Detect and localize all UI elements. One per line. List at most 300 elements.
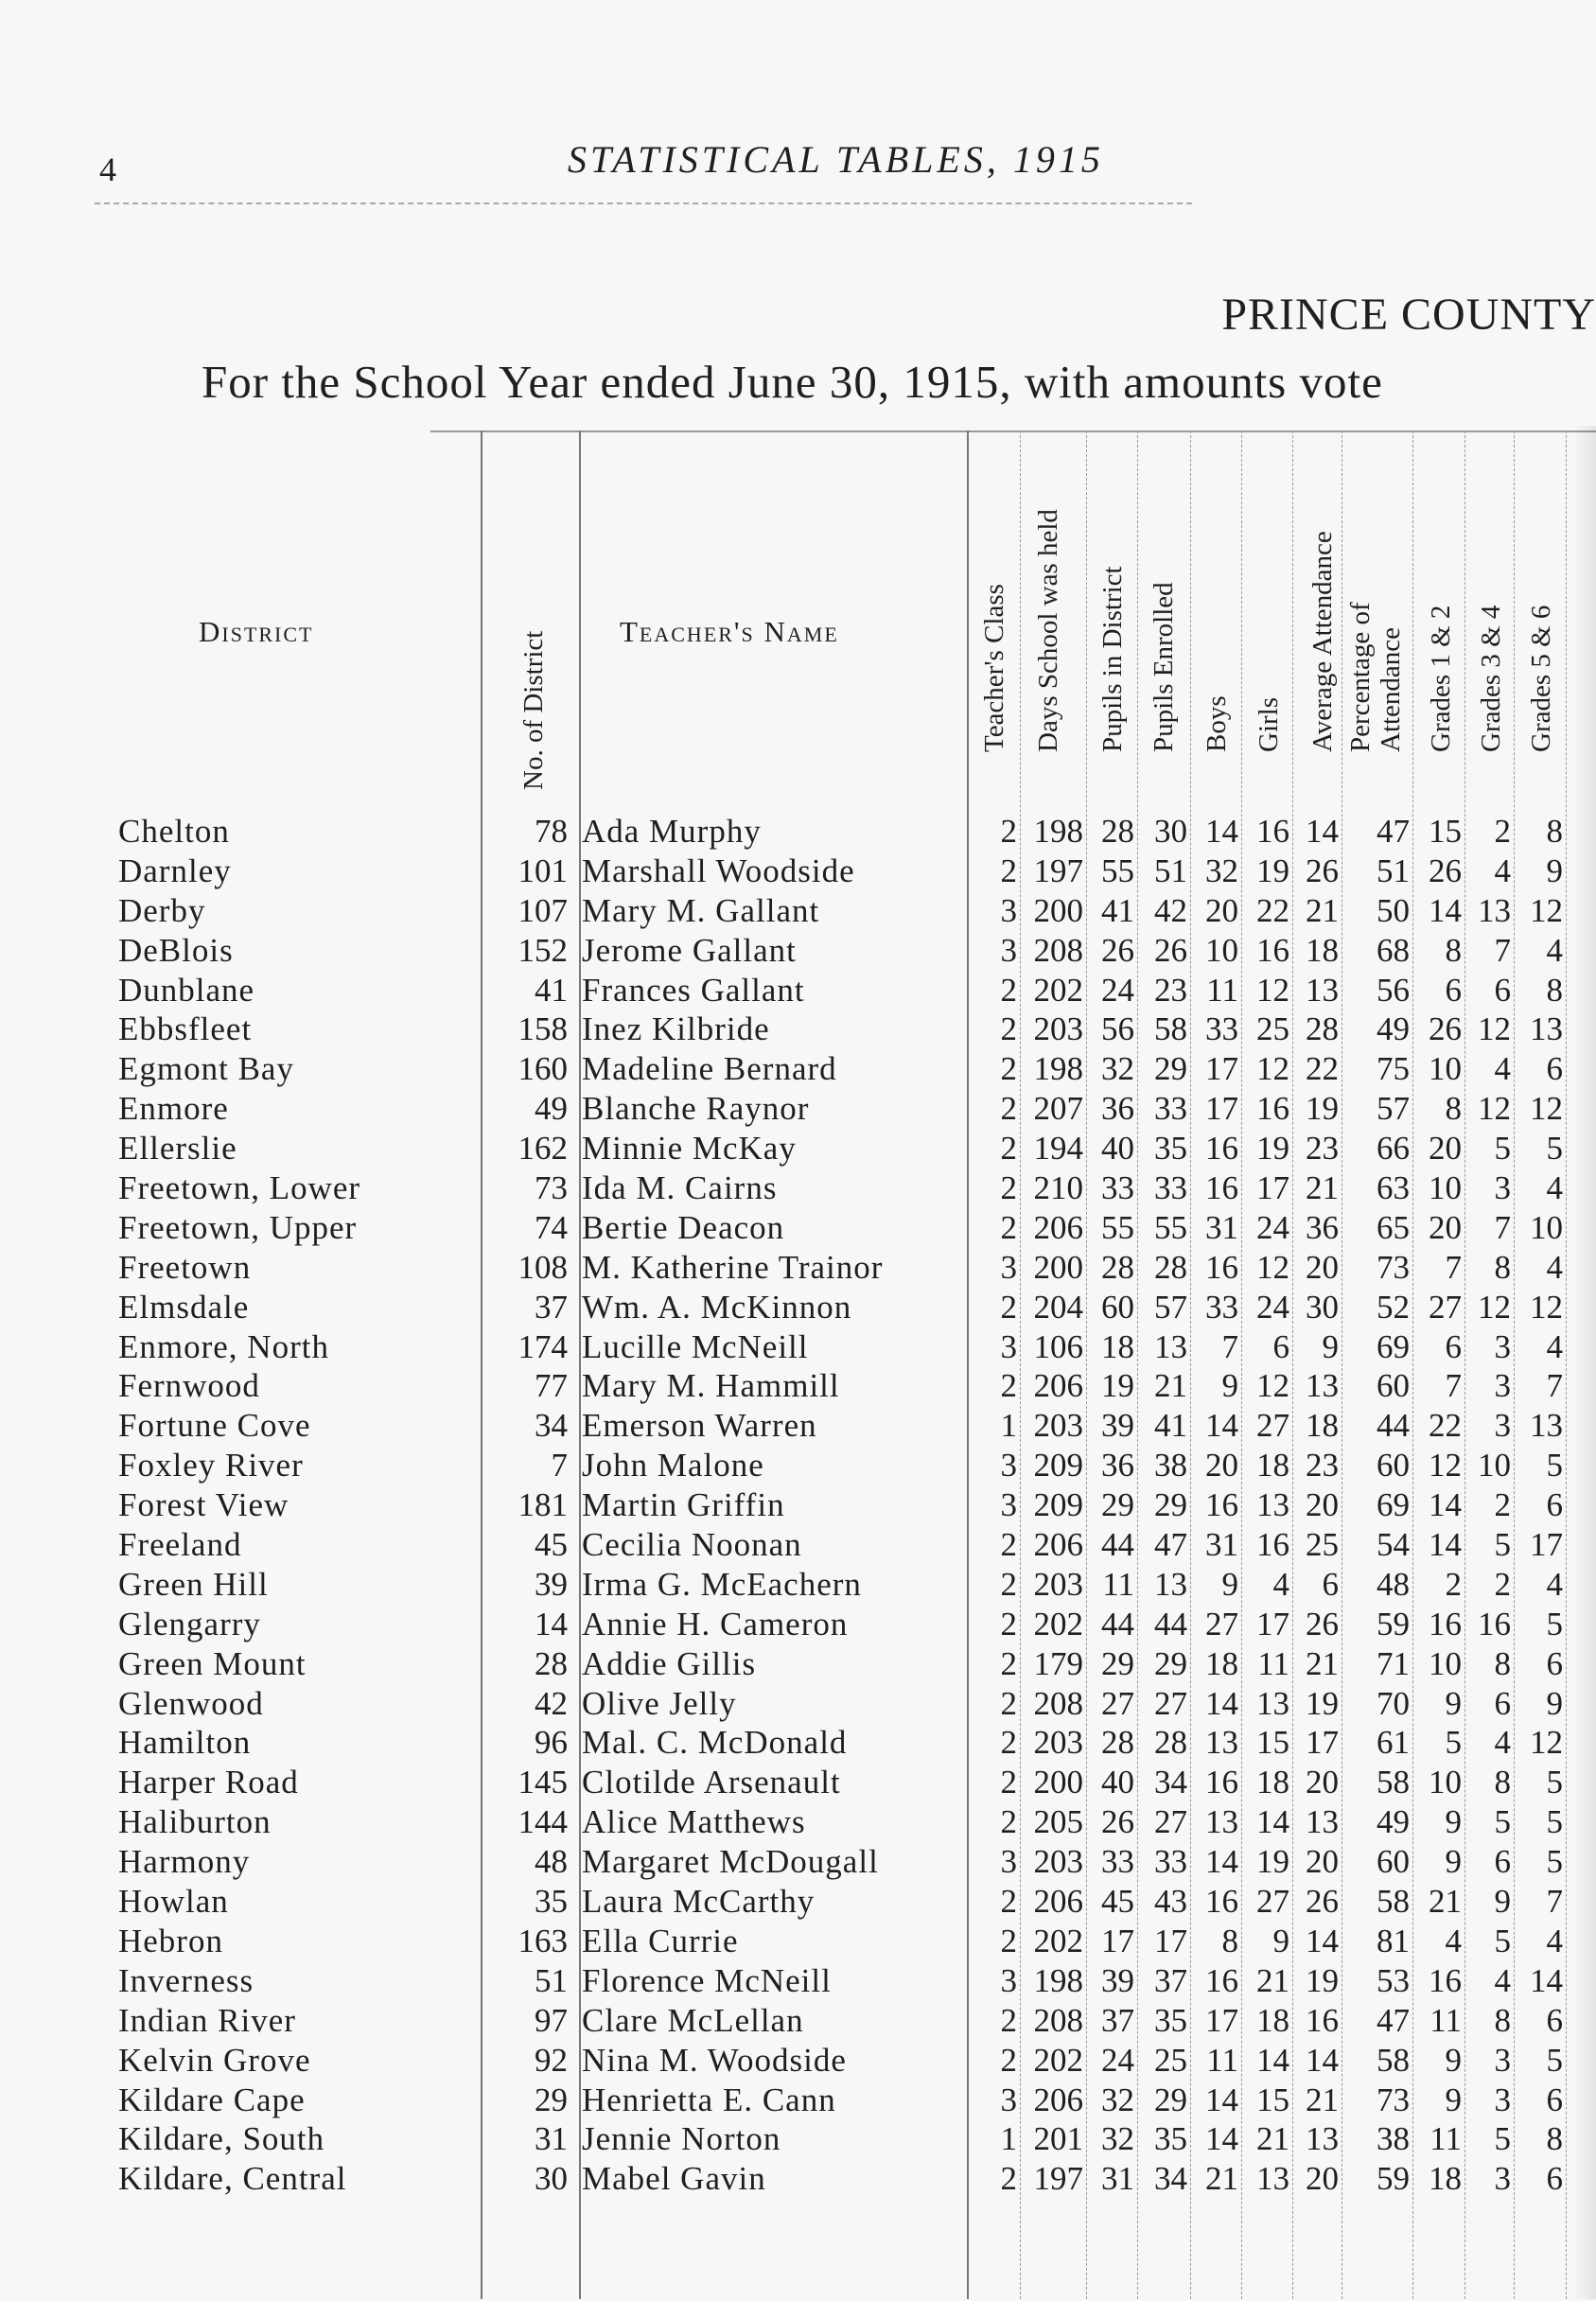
cell-teacher-class: 2 bbox=[1000, 1644, 1017, 1682]
cell-teacher-class: 2 bbox=[1000, 1130, 1017, 1168]
cell-girls: 12 bbox=[1256, 1050, 1289, 1088]
cell-teacher-name: Mal. C. McDonald bbox=[582, 1724, 848, 1762]
cell-girls: 16 bbox=[1256, 1090, 1289, 1128]
cell-pupils-in-district: 44 bbox=[1101, 1605, 1134, 1642]
cell-district: Hamilton bbox=[118, 1724, 252, 1762]
cell-grades-5-6: 5 bbox=[1546, 1130, 1563, 1168]
cell-percentage: 75 bbox=[1377, 1050, 1410, 1088]
cell-days-held: 202 bbox=[1033, 971, 1083, 1009]
cell-teacher-class: 2 bbox=[1000, 1526, 1017, 1564]
cell-grades-3-4: 8 bbox=[1494, 2001, 1511, 2039]
cell-average-attendance: 26 bbox=[1306, 1605, 1339, 1642]
cell-boys: 33 bbox=[1205, 1288, 1238, 1326]
cell-girls: 18 bbox=[1256, 2001, 1289, 2039]
cell-district-number: 160 bbox=[517, 1050, 568, 1088]
cell-grades-3-4: 3 bbox=[1494, 2041, 1511, 2079]
cell-teacher-name: Nina M. Woodside bbox=[582, 2041, 847, 2079]
cell-girls: 27 bbox=[1256, 1407, 1289, 1445]
cell-grades-1-2: 22 bbox=[1429, 1407, 1462, 1445]
cell-average-attendance: 20 bbox=[1306, 2160, 1339, 2198]
cell-teacher-name: Florence McNeill bbox=[582, 1961, 832, 1999]
cell-average-attendance: 28 bbox=[1306, 1010, 1339, 1048]
cell-pupils-enrolled: 28 bbox=[1154, 1248, 1187, 1286]
cell-grades-5-6: 17 bbox=[1530, 1526, 1563, 1564]
cell-district-number: 92 bbox=[535, 2041, 568, 2079]
cell-pupils-in-district: 39 bbox=[1101, 1961, 1134, 1999]
cell-boys: 8 bbox=[1221, 1922, 1238, 1959]
cell-teacher-class: 3 bbox=[1000, 1961, 1017, 1999]
cell-district-number: 7 bbox=[551, 1447, 568, 1484]
cell-percentage: 66 bbox=[1377, 1130, 1410, 1168]
cell-grades-3-4: 3 bbox=[1494, 1407, 1511, 1445]
cell-girls: 21 bbox=[1256, 2120, 1289, 2158]
cell-percentage: 73 bbox=[1377, 2081, 1410, 2118]
column-header-grades-3-4: Grades 3 & 4 bbox=[1476, 605, 1506, 752]
cell-district: Harmony bbox=[118, 1843, 251, 1881]
cell-grades-3-4: 3 bbox=[1494, 1327, 1511, 1365]
table-row bbox=[0, 1802, 1596, 1842]
table-row bbox=[0, 971, 1596, 1010]
cell-grades-5-6: 12 bbox=[1530, 891, 1563, 929]
cell-teacher-class: 2 bbox=[1000, 2001, 1017, 2039]
cell-average-attendance: 19 bbox=[1306, 1684, 1339, 1722]
cell-days-held: 200 bbox=[1033, 1248, 1083, 1286]
cell-pupils-in-district: 24 bbox=[1101, 2041, 1134, 2079]
cell-teacher-class: 3 bbox=[1000, 2081, 1017, 2118]
cell-district: Elmsdale bbox=[118, 1288, 250, 1326]
cell-district: Indian River bbox=[118, 2001, 296, 2039]
cell-days-held: 203 bbox=[1033, 1010, 1083, 1048]
cell-grades-5-6: 6 bbox=[1546, 1050, 1563, 1088]
cell-boys: 14 bbox=[1205, 1407, 1238, 1445]
cell-pupils-in-district: 55 bbox=[1101, 1208, 1134, 1246]
cell-average-attendance: 6 bbox=[1322, 1565, 1339, 1603]
cell-grades-3-4: 6 bbox=[1494, 971, 1511, 1009]
cell-boys: 14 bbox=[1205, 1843, 1238, 1881]
cell-boys: 16 bbox=[1205, 1764, 1238, 1801]
cell-girls: 6 bbox=[1272, 1327, 1289, 1365]
cell-district-number: 144 bbox=[517, 1803, 568, 1841]
cell-district: Kildare Cape bbox=[118, 2081, 306, 2118]
cell-grades-1-2: 2 bbox=[1445, 1565, 1462, 1603]
cell-teacher-name: M. Katherine Trainor bbox=[582, 1248, 884, 1286]
cell-grades-1-2: 18 bbox=[1429, 2160, 1462, 2198]
cell-percentage: 49 bbox=[1377, 1803, 1410, 1841]
cell-district-number: 34 bbox=[535, 1407, 568, 1445]
cell-percentage: 60 bbox=[1377, 1447, 1410, 1484]
cell-pupils-enrolled: 47 bbox=[1154, 1526, 1187, 1564]
cell-girls: 16 bbox=[1256, 931, 1289, 969]
cell-average-attendance: 21 bbox=[1306, 891, 1339, 929]
cell-teacher-class: 2 bbox=[1000, 1169, 1017, 1207]
cell-boys: 20 bbox=[1205, 1447, 1238, 1484]
cell-district: Green Mount bbox=[118, 1644, 307, 1682]
cell-pupils-enrolled: 44 bbox=[1154, 1605, 1187, 1642]
cell-grades-5-6: 4 bbox=[1546, 1922, 1563, 1959]
cell-average-attendance: 26 bbox=[1306, 852, 1339, 889]
cell-boys: 18 bbox=[1205, 1644, 1238, 1682]
cell-district-number: 51 bbox=[535, 1961, 568, 1999]
cell-district: DeBlois bbox=[118, 931, 234, 969]
cell-grades-5-6: 6 bbox=[1546, 1644, 1563, 1682]
cell-girls: 27 bbox=[1256, 1883, 1289, 1921]
cell-average-attendance: 13 bbox=[1306, 1803, 1339, 1841]
cell-pupils-in-district: 36 bbox=[1101, 1090, 1134, 1128]
cell-district-number: 35 bbox=[535, 1883, 568, 1921]
cell-boys: 16 bbox=[1205, 1486, 1238, 1524]
cell-pupils-in-district: 24 bbox=[1101, 971, 1134, 1009]
cell-percentage: 47 bbox=[1377, 2001, 1410, 2039]
cell-grades-5-6: 4 bbox=[1546, 1248, 1563, 1286]
column-header-average-attendance: Average Attendance bbox=[1307, 531, 1338, 752]
cell-district: Freeland bbox=[118, 1526, 242, 1564]
cell-district-number: 39 bbox=[535, 1565, 568, 1603]
column-header-teacher-name: Teacher's Name bbox=[620, 615, 839, 648]
cell-grades-1-2: 6 bbox=[1445, 971, 1462, 1009]
table-row bbox=[0, 1922, 1596, 1961]
cell-days-held: 207 bbox=[1033, 1090, 1083, 1128]
cell-pupils-enrolled: 51 bbox=[1154, 852, 1187, 889]
cell-district: Inverness bbox=[118, 1961, 254, 1999]
page-number: 4 bbox=[99, 150, 116, 188]
cell-average-attendance: 20 bbox=[1306, 1843, 1339, 1881]
cell-district-number: 49 bbox=[535, 1090, 568, 1128]
cell-grades-3-4: 4 bbox=[1494, 1050, 1511, 1088]
cell-teacher-name: Emerson Warren bbox=[582, 1407, 817, 1445]
cell-grades-1-2: 26 bbox=[1429, 852, 1462, 889]
cell-grades-5-6: 4 bbox=[1546, 1327, 1563, 1365]
cell-percentage: 50 bbox=[1377, 891, 1410, 929]
cell-average-attendance: 16 bbox=[1306, 2001, 1339, 2039]
cell-district: Green Hill bbox=[118, 1565, 269, 1603]
cell-district: Forest View bbox=[118, 1486, 289, 1524]
cell-teacher-name: Henrietta E. Cann bbox=[582, 2081, 836, 2118]
cell-average-attendance: 36 bbox=[1306, 1208, 1339, 1246]
cell-grades-1-2: 14 bbox=[1429, 891, 1462, 929]
cell-teacher-class: 2 bbox=[1000, 1724, 1017, 1762]
cell-grades-5-6: 5 bbox=[1546, 1803, 1563, 1841]
cell-percentage: 71 bbox=[1377, 1644, 1410, 1682]
cell-pupils-enrolled: 38 bbox=[1154, 1447, 1187, 1484]
cell-grades-5-6: 12 bbox=[1530, 1288, 1563, 1326]
cell-teacher-name: Olive Jelly bbox=[582, 1684, 737, 1722]
cell-percentage: 65 bbox=[1377, 1208, 1410, 1246]
cell-grades-1-2: 11 bbox=[1429, 2120, 1462, 2158]
cell-grades-5-6: 5 bbox=[1546, 1843, 1563, 1881]
cell-average-attendance: 9 bbox=[1322, 1327, 1339, 1365]
cell-days-held: 203 bbox=[1033, 1843, 1083, 1881]
cell-district: Ebbsfleet bbox=[118, 1010, 253, 1048]
cell-girls: 9 bbox=[1272, 1922, 1289, 1959]
cell-grades-1-2: 16 bbox=[1429, 1605, 1462, 1642]
cell-percentage: 60 bbox=[1377, 1843, 1410, 1881]
table-row bbox=[0, 1485, 1596, 1525]
cell-grades-5-6: 13 bbox=[1530, 1407, 1563, 1445]
cell-days-held: 209 bbox=[1033, 1486, 1083, 1524]
cell-girls: 19 bbox=[1256, 1843, 1289, 1881]
column-header-percentage-line1: Percentage of bbox=[1345, 602, 1376, 752]
cell-district: Egmont Bay bbox=[118, 1050, 294, 1088]
table-row bbox=[0, 1882, 1596, 1922]
cell-teacher-class: 2 bbox=[1000, 1565, 1017, 1603]
cell-days-held: 208 bbox=[1033, 2001, 1083, 2039]
cell-grades-3-4: 13 bbox=[1478, 891, 1511, 929]
cell-teacher-class: 2 bbox=[1000, 1684, 1017, 1722]
cell-teacher-class: 2 bbox=[1000, 2041, 1017, 2079]
cell-grades-1-2: 12 bbox=[1429, 1447, 1462, 1484]
column-header-grades-5-6: Grades 5 & 6 bbox=[1526, 605, 1556, 752]
cell-grades-3-4: 2 bbox=[1494, 1486, 1511, 1524]
cell-grades-5-6: 12 bbox=[1530, 1724, 1563, 1762]
cell-district-number: 42 bbox=[535, 1684, 568, 1722]
table-row bbox=[0, 1010, 1596, 1049]
table-row bbox=[0, 2041, 1596, 2081]
cell-average-attendance: 14 bbox=[1306, 2041, 1339, 2079]
cell-girls: 14 bbox=[1256, 2041, 1289, 2079]
cell-pupils-enrolled: 42 bbox=[1154, 891, 1187, 929]
cell-teacher-class: 3 bbox=[1000, 931, 1017, 969]
cell-average-attendance: 14 bbox=[1306, 813, 1339, 850]
cell-average-attendance: 20 bbox=[1306, 1486, 1339, 1524]
cell-grades-1-2: 7 bbox=[1445, 1367, 1462, 1405]
cell-days-held: 106 bbox=[1033, 1327, 1083, 1365]
cell-percentage: 53 bbox=[1377, 1961, 1410, 1999]
cell-grades-5-6: 6 bbox=[1546, 2081, 1563, 2118]
cell-grades-5-6: 4 bbox=[1546, 931, 1563, 969]
cell-girls: 24 bbox=[1256, 1288, 1289, 1326]
cell-grades-1-2: 7 bbox=[1445, 1248, 1462, 1286]
cell-pupils-enrolled: 26 bbox=[1154, 931, 1187, 969]
cell-boys: 21 bbox=[1205, 2160, 1238, 2198]
cell-teacher-class: 2 bbox=[1000, 971, 1017, 1009]
table-row bbox=[0, 2159, 1596, 2199]
cell-percentage: 58 bbox=[1377, 2041, 1410, 2079]
cell-teacher-name: Annie H. Cameron bbox=[582, 1605, 849, 1642]
cell-teacher-name: Bertie Deacon bbox=[582, 1208, 785, 1246]
cell-average-attendance: 26 bbox=[1306, 1883, 1339, 1921]
cell-pupils-in-district: 26 bbox=[1101, 931, 1134, 969]
cell-grades-3-4: 8 bbox=[1494, 1644, 1511, 1682]
cell-days-held: 202 bbox=[1033, 1605, 1083, 1642]
cell-grades-5-6: 7 bbox=[1546, 1367, 1563, 1405]
cell-average-attendance: 18 bbox=[1306, 931, 1339, 969]
cell-average-attendance: 19 bbox=[1306, 1961, 1339, 1999]
cell-grades-3-4: 3 bbox=[1494, 1367, 1511, 1405]
cell-grades-3-4: 7 bbox=[1494, 931, 1511, 969]
cell-pupils-in-district: 11 bbox=[1102, 1565, 1134, 1603]
cell-grades-3-4: 5 bbox=[1494, 2120, 1511, 2158]
cell-teacher-class: 2 bbox=[1000, 1803, 1017, 1841]
cell-pupils-in-district: 33 bbox=[1101, 1169, 1134, 1207]
table-body bbox=[0, 812, 1596, 2199]
cell-pupils-enrolled: 43 bbox=[1154, 1883, 1187, 1921]
cell-grades-5-6: 10 bbox=[1530, 1208, 1563, 1246]
cell-girls: 19 bbox=[1256, 852, 1289, 889]
cell-pupils-enrolled: 33 bbox=[1154, 1843, 1187, 1881]
cell-pupils-enrolled: 58 bbox=[1154, 1010, 1187, 1048]
cell-grades-1-2: 10 bbox=[1429, 1644, 1462, 1682]
cell-pupils-in-district: 29 bbox=[1101, 1486, 1134, 1524]
cell-teacher-name: Martin Griffin bbox=[582, 1486, 785, 1524]
cell-grades-1-2: 8 bbox=[1445, 931, 1462, 969]
cell-boys: 20 bbox=[1205, 891, 1238, 929]
cell-girls: 18 bbox=[1256, 1447, 1289, 1484]
cell-district-number: 45 bbox=[535, 1526, 568, 1564]
cell-days-held: 203 bbox=[1033, 1565, 1083, 1603]
cell-grades-3-4: 4 bbox=[1494, 1724, 1511, 1762]
cell-boys: 7 bbox=[1221, 1327, 1238, 1365]
cell-district-number: 162 bbox=[517, 1130, 568, 1168]
cell-grades-3-4: 10 bbox=[1478, 1447, 1511, 1484]
cell-boys: 16 bbox=[1205, 1248, 1238, 1286]
cell-days-held: 197 bbox=[1033, 2160, 1083, 2198]
cell-percentage: 59 bbox=[1377, 2160, 1410, 2198]
cell-pupils-in-district: 27 bbox=[1101, 1684, 1134, 1722]
cell-percentage: 38 bbox=[1377, 2120, 1410, 2158]
cell-grades-5-6: 4 bbox=[1546, 1169, 1563, 1207]
cell-district: Howlan bbox=[118, 1883, 229, 1921]
cell-pupils-in-district: 55 bbox=[1101, 852, 1134, 889]
cell-teacher-name: Ada Murphy bbox=[582, 813, 762, 850]
cell-boys: 17 bbox=[1205, 1090, 1238, 1128]
cell-grades-5-6: 5 bbox=[1546, 1605, 1563, 1642]
cell-boys: 27 bbox=[1205, 1605, 1238, 1642]
cell-girls: 12 bbox=[1256, 1248, 1289, 1286]
table-row bbox=[0, 1049, 1596, 1089]
cell-days-held: 208 bbox=[1033, 1684, 1083, 1722]
cell-boys: 16 bbox=[1205, 1883, 1238, 1921]
cell-girls: 14 bbox=[1256, 1803, 1289, 1841]
cell-days-held: 198 bbox=[1033, 1961, 1083, 1999]
cell-pupils-enrolled: 28 bbox=[1154, 1724, 1187, 1762]
cell-teacher-name: Laura McCarthy bbox=[582, 1883, 816, 1921]
cell-teacher-name: Mary M. Gallant bbox=[582, 891, 820, 929]
cell-girls: 13 bbox=[1256, 2160, 1289, 2198]
cell-grades-5-6: 5 bbox=[1546, 1764, 1563, 1801]
cell-boys: 16 bbox=[1205, 1130, 1238, 1168]
cell-grades-1-2: 9 bbox=[1445, 1684, 1462, 1722]
cell-teacher-class: 3 bbox=[1000, 891, 1017, 929]
cell-boys: 11 bbox=[1206, 971, 1238, 1009]
cell-average-attendance: 17 bbox=[1306, 1724, 1339, 1762]
cell-boys: 14 bbox=[1205, 2120, 1238, 2158]
cell-grades-1-2: 9 bbox=[1445, 2041, 1462, 2079]
cell-pupils-in-district: 40 bbox=[1101, 1130, 1134, 1168]
cell-pupils-in-district: 32 bbox=[1101, 2081, 1134, 2118]
cell-teacher-name: Clare McLellan bbox=[582, 2001, 804, 2039]
cell-district-number: 37 bbox=[535, 1288, 568, 1326]
cell-teacher-name: Cecilia Noonan bbox=[582, 1526, 802, 1564]
cell-average-attendance: 20 bbox=[1306, 1764, 1339, 1801]
cell-percentage: 48 bbox=[1377, 1565, 1410, 1603]
cell-grades-5-6: 13 bbox=[1530, 1010, 1563, 1048]
cell-teacher-name: Irma G. McEachern bbox=[582, 1565, 862, 1603]
cell-percentage: 44 bbox=[1377, 1407, 1410, 1445]
cell-average-attendance: 19 bbox=[1306, 1090, 1339, 1128]
cell-days-held: 198 bbox=[1033, 1050, 1083, 1088]
cell-percentage: 51 bbox=[1377, 852, 1410, 889]
cell-girls: 19 bbox=[1256, 1130, 1289, 1168]
cell-teacher-class: 2 bbox=[1000, 1605, 1017, 1642]
cell-teacher-class: 2 bbox=[1000, 1883, 1017, 1921]
cell-grades-3-4: 3 bbox=[1494, 2160, 1511, 2198]
cell-grades-3-4: 6 bbox=[1494, 1843, 1511, 1881]
column-header-pupils-enrolled: Pupils Enrolled bbox=[1149, 582, 1179, 752]
cell-grades-3-4: 2 bbox=[1494, 813, 1511, 850]
cell-average-attendance: 22 bbox=[1306, 1050, 1339, 1088]
cell-teacher-class: 2 bbox=[1000, 1050, 1017, 1088]
cell-district: Glengarry bbox=[118, 1605, 261, 1642]
cell-district: Foxley River bbox=[118, 1447, 304, 1484]
table-row bbox=[0, 1565, 1596, 1605]
cell-pupils-in-district: 28 bbox=[1101, 1248, 1134, 1286]
cell-district: Derby bbox=[118, 891, 206, 929]
cell-teacher-class: 2 bbox=[1000, 2160, 1017, 2198]
cell-teacher-name: John Malone bbox=[582, 1447, 764, 1484]
cell-grades-3-4: 16 bbox=[1478, 1605, 1511, 1642]
cell-percentage: 69 bbox=[1377, 1327, 1410, 1365]
cell-girls: 25 bbox=[1256, 1010, 1289, 1048]
cell-percentage: 68 bbox=[1377, 931, 1410, 969]
running-title: STATISTICAL TABLES, 1915 bbox=[568, 138, 1104, 181]
cell-teacher-class: 3 bbox=[1000, 1327, 1017, 1365]
cell-boys: 16 bbox=[1205, 1169, 1238, 1207]
cell-boys: 13 bbox=[1205, 1803, 1238, 1841]
cell-pupils-in-district: 32 bbox=[1101, 2120, 1134, 2158]
cell-pupils-enrolled: 13 bbox=[1154, 1565, 1187, 1603]
table-row bbox=[0, 1168, 1596, 1208]
cell-percentage: 73 bbox=[1377, 1248, 1410, 1286]
cell-district-number: 30 bbox=[535, 2160, 568, 2198]
cell-girls: 16 bbox=[1256, 1526, 1289, 1564]
cell-pupils-in-district: 44 bbox=[1101, 1526, 1134, 1564]
cell-girls: 17 bbox=[1256, 1169, 1289, 1207]
cell-district-number: 29 bbox=[535, 2081, 568, 2118]
cell-days-held: 206 bbox=[1033, 1526, 1083, 1564]
cell-pupils-enrolled: 23 bbox=[1154, 971, 1187, 1009]
cell-pupils-in-district: 36 bbox=[1101, 1447, 1134, 1484]
cell-teacher-class: 2 bbox=[1000, 1208, 1017, 1246]
cell-pupils-enrolled: 21 bbox=[1154, 1367, 1187, 1405]
cell-district: Freetown bbox=[118, 1248, 252, 1286]
cell-pupils-enrolled: 34 bbox=[1154, 2160, 1187, 2198]
cell-pupils-in-district: 33 bbox=[1101, 1843, 1134, 1881]
cell-grades-1-2: 14 bbox=[1429, 1486, 1462, 1524]
cell-grades-5-6: 8 bbox=[1546, 971, 1563, 1009]
cell-district-number: 41 bbox=[535, 971, 568, 1009]
cell-pupils-in-district: 29 bbox=[1101, 1644, 1134, 1682]
table-row bbox=[0, 931, 1596, 971]
cell-days-held: 201 bbox=[1033, 2120, 1083, 2158]
cell-days-held: 205 bbox=[1033, 1803, 1083, 1841]
cell-grades-1-2: 8 bbox=[1445, 1090, 1462, 1128]
cell-grades-5-6: 12 bbox=[1530, 1090, 1563, 1128]
cell-average-attendance: 25 bbox=[1306, 1526, 1339, 1564]
cell-pupils-enrolled: 29 bbox=[1154, 2081, 1187, 2118]
table-row bbox=[0, 1525, 1596, 1565]
cell-pupils-in-district: 41 bbox=[1101, 891, 1134, 929]
cell-grades-1-2: 26 bbox=[1429, 1010, 1462, 1048]
table-row bbox=[0, 1248, 1596, 1288]
cell-percentage: 54 bbox=[1377, 1526, 1410, 1564]
cell-teacher-name: Jennie Norton bbox=[582, 2120, 781, 2158]
cell-average-attendance: 21 bbox=[1306, 2081, 1339, 2118]
cell-grades-1-2: 5 bbox=[1445, 1724, 1462, 1762]
cell-pupils-enrolled: 27 bbox=[1154, 1684, 1187, 1722]
cell-grades-1-2: 20 bbox=[1429, 1208, 1462, 1246]
cell-grades-1-2: 14 bbox=[1429, 1526, 1462, 1564]
cell-days-held: 209 bbox=[1033, 1447, 1083, 1484]
